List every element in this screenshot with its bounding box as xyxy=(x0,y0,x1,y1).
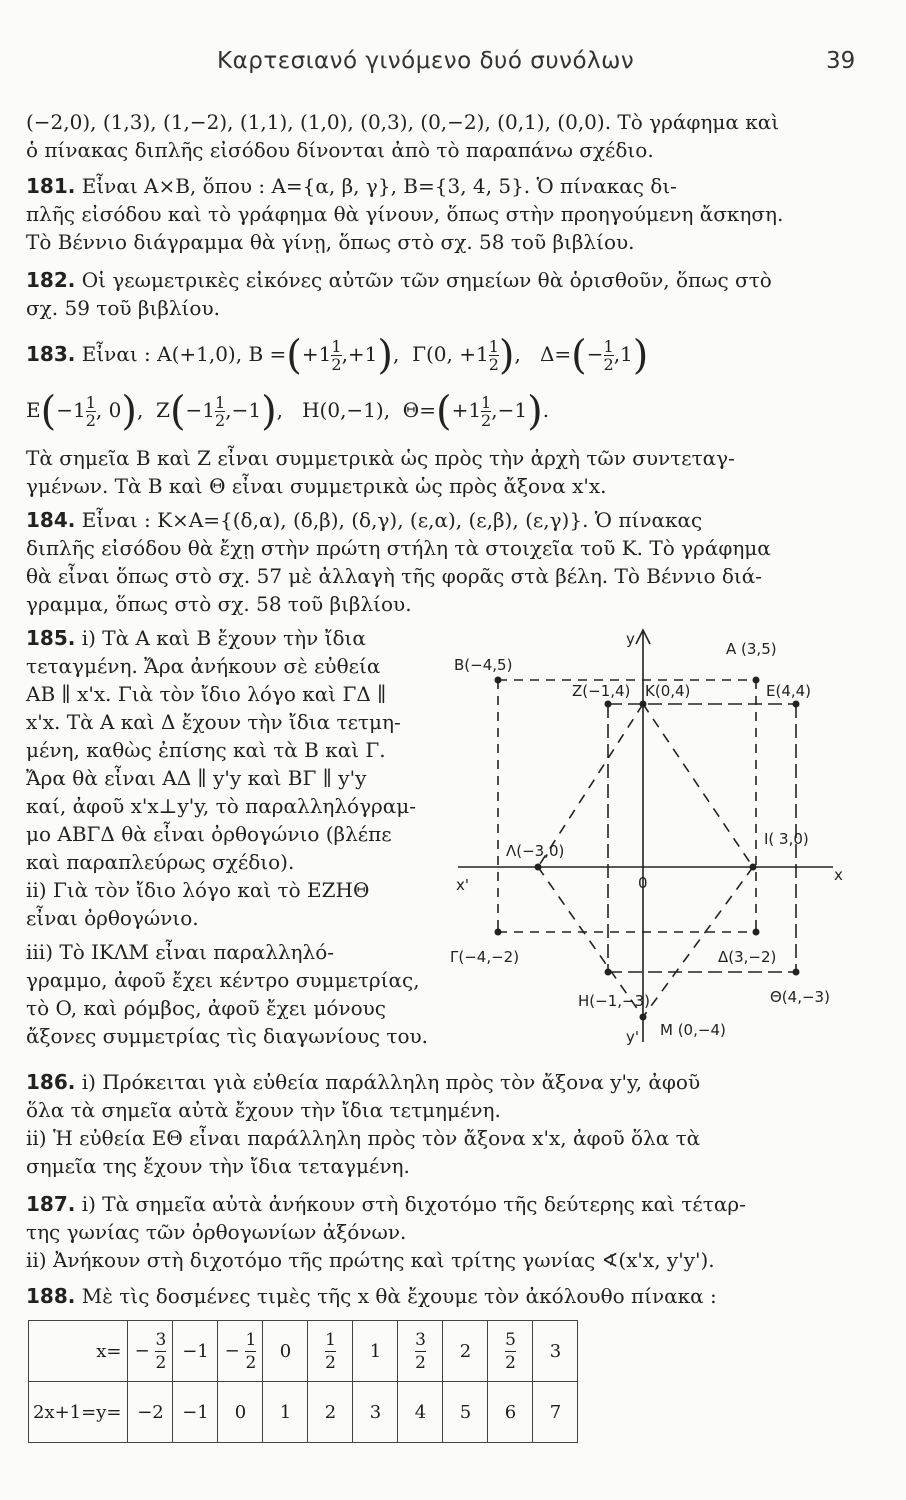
text-line: Ἄρα θὰ εἶναι AΔ ∥ y'y καὶ BΓ ∥ y'y xyxy=(26,766,367,790)
exercise-181 xyxy=(26,172,677,200)
fraction: $\frac{1}{2}$ xyxy=(215,393,226,430)
label-D: Δ(3,−2) xyxy=(718,948,777,966)
text-line: i) Τὰ A καὶ B ἔχουν τὴν ἴδια xyxy=(81,626,366,650)
point-L xyxy=(535,864,542,871)
text-line: Εἶναι A×B, ὅπου : A={α, β, γ}, B={3, 4, 5}. Ὁ πίνακας δι- xyxy=(81,174,677,198)
exercise-184 xyxy=(26,506,702,534)
exercise-number: 187. xyxy=(26,1192,76,1216)
text-line: iii) Τὸ IKΛM εἶναι παραλληλό- xyxy=(26,940,334,964)
exercise-183-line-2: E(−1 $\frac{1}{2}$ , 0), Z(−1 $\frac{1}{2}$ ,−1), H(0,−1), Θ=(+1 $\frac{1}{2}$ ,−1). xyxy=(26,388,550,435)
point-D xyxy=(753,929,760,936)
page-header xyxy=(0,44,906,80)
point-label-TH: Θ= xyxy=(402,398,436,422)
point-E xyxy=(793,701,800,708)
rectangle-ABGD xyxy=(498,680,756,932)
cell-x-7: 2 xyxy=(443,1321,488,1382)
value-table xyxy=(28,1320,578,1443)
point-B xyxy=(495,677,502,684)
cell-x-2: − $\frac{1}{2}$ xyxy=(218,1321,263,1382)
label-O: 0 xyxy=(638,874,648,892)
text-line: x'x. Τὰ A καὶ Δ ἔχουν τὴν ἴδια τετμη- xyxy=(26,710,401,734)
text-line: της γωνίας τῶν ὀρθογωνίων ἀξόνων. xyxy=(26,1220,407,1244)
coordinate-diagram xyxy=(448,622,868,1062)
cell-x-9: 3 xyxy=(533,1321,578,1382)
fraction: $\frac{1}{2}$ xyxy=(331,337,342,374)
cell-y-7: 5 xyxy=(443,1382,488,1443)
cell-y-0: −2 xyxy=(128,1382,173,1443)
text-line: ii) Ἀνήκουν στὴ διχοτόμο τῆς πρώτης καὶ τρίτης γωνίας ∢(x'x, y'y'). xyxy=(26,1248,715,1272)
text-line: ὁ πίνακας διπλῆς εἰσόδου δίνονται ἀπὸ τὸ παραπάνω σχέδιο. xyxy=(26,138,654,162)
label-M: M (0,−4) xyxy=(660,1021,726,1039)
label-x: x xyxy=(834,866,843,884)
running-title: Καρτεσιανό γινόμενο δυό συνόλων xyxy=(217,48,635,74)
label-B: B(−4,5) xyxy=(454,656,513,674)
text-line: Εἶναι : K×A={(δ,α), (δ,β), (δ,γ), (ε,α), (ε,β), (ε,γ)}. Ὁ πίνακας xyxy=(81,508,703,532)
exercise-number: 182. xyxy=(26,268,76,292)
exercise-185 xyxy=(26,624,366,652)
exercise-number: 184. xyxy=(26,508,76,532)
exercise-number: 186. xyxy=(26,1070,76,1094)
text-line: ἄξονες συμμετρίας τὶς διαγωνίους του. xyxy=(26,1024,429,1048)
point-label-E: E xyxy=(26,398,41,422)
point-label-H: H(0,−1), xyxy=(302,398,391,422)
text-line: Τὰ σημεῖα B καὶ Z εἶναι συμμετρικὰ ὡς πρὸς τὴν ἀρχὴ τῶν συντεταγ- xyxy=(26,446,735,470)
label-I: I( 3,0) xyxy=(764,830,809,848)
exercise-188 xyxy=(26,1282,717,1310)
text-line: (−2,0), (1,3), (1,−2), (1,1), (1,0), (0,3), (0,−2), (0,1), (0,0). Τὸ γράφημα καὶ xyxy=(26,110,780,134)
row-label-x: x= xyxy=(29,1321,128,1382)
label-H: H(−1,−3) xyxy=(578,992,650,1010)
cell-x-0: − $\frac{3}{2}$ xyxy=(128,1321,173,1382)
label-A: A (3,5) xyxy=(726,640,777,658)
text-line: τεταγμένη. Ἄρα ἀνήκουν σὲ εὐθεία xyxy=(26,654,381,678)
cell-y-6: 4 xyxy=(398,1382,443,1443)
text-line: διπλῆς εἰσόδου θὰ ἔχῃ στὴν πρώτη στήλη τὰ στοιχεῖα τοῦ K. Τὸ γράφημα xyxy=(26,536,771,560)
cell-y-8: 6 xyxy=(488,1382,533,1443)
table-row-y xyxy=(29,1382,578,1443)
exercise-183-line-1: 183. Εἶναι : A(+1,0), B =(+1 $\frac{1}{2}$ ,+1), Γ(0, +1 $\frac{1}{2}$ ), Δ=(− $\frac{1}{2}$ ,1) xyxy=(26,332,649,379)
table-row-x xyxy=(29,1321,578,1382)
text-line: i) Τὰ σημεῖα αὐτὰ ἀνήκουν στὴ διχοτόμο τῆς δεύτερης καὶ τέταρ- xyxy=(81,1192,746,1216)
label-TH: Θ(4,−3) xyxy=(770,988,830,1006)
text-line: ii) Ἡ εὐθεία EΘ εἶναι παράλληλη πρὸς τὸν ἄξονα x'x, ἀφοῦ ὅλα τὰ xyxy=(26,1126,701,1150)
fraction: $\frac{1}{2}$ xyxy=(85,393,96,430)
text-line: γραμμα, ὅπως στὸ σχ. 58 τοῦ βιβλίου. xyxy=(26,592,412,616)
text-line: μο ABΓΔ θὰ εἶναι ὀρθογώνιο (βλέπε xyxy=(26,822,392,846)
cell-y-3: 1 xyxy=(263,1382,308,1443)
cell-x-8: $\frac{5}{2}$ xyxy=(488,1321,533,1382)
exercise-187 xyxy=(26,1190,746,1218)
text-line: τὸ O, καὶ ρόμβος, ἀφοῦ ἔχει μόνους xyxy=(26,996,386,1020)
label-xp: x' xyxy=(456,876,470,894)
point-M xyxy=(640,1014,647,1021)
point-Z xyxy=(605,701,612,708)
text-line: σχ. 59 τοῦ βιβλίου. xyxy=(26,296,220,320)
fraction: $\frac{1}{2}$ xyxy=(481,393,492,430)
text-line: γμένων. Τὰ B καὶ Θ εἶναι συμμετρικὰ ὡς πρὸς ἄξονα x'x. xyxy=(26,474,607,498)
text-line: θὰ εἶναι ὅπως στὸ σχ. 57 μὲ ἀλλαγὴ τῆς φορᾶς στὰ βέλη. Τὸ Βέννιο διά- xyxy=(26,564,763,588)
point-label-G: Γ(0, +1 xyxy=(412,342,489,366)
point-K xyxy=(640,701,647,708)
cell-x-1: −1 xyxy=(173,1321,218,1382)
label-K: K(0,4) xyxy=(645,682,691,700)
text-line: πλῆς εἰσόδου καὶ τὸ γράφημα θὰ γίνουν, ὅπως στὴν προηγούμενη ἄσκηση. xyxy=(26,202,784,226)
exercise-182 xyxy=(26,266,772,294)
text-line: σημεῖα της ἔχουν τὴν ἴδια τεταγμένη. xyxy=(26,1154,410,1178)
exercise-186 xyxy=(26,1068,700,1096)
label-yp: y' xyxy=(626,1028,640,1046)
text-line: μένη, καθὼς ἐπίσης καὶ τὰ B καὶ Γ. xyxy=(26,738,386,762)
point-H xyxy=(605,969,612,976)
point-A xyxy=(753,677,760,684)
cell-y-4: 2 xyxy=(308,1382,353,1443)
text-line: Οἱ γεωμετρικὲς εἰκόνες αὐτῶν τῶν σημείων θὰ ὁρισθοῦν, ὅπως στὸ xyxy=(81,268,772,292)
page-number: 39 xyxy=(826,48,856,74)
cell-y-9: 7 xyxy=(533,1382,578,1443)
text-line: καὶ παραπλεύρως σχέδιο). xyxy=(26,850,295,874)
label-E: E(4,4) xyxy=(766,682,812,700)
text-line: εἶναι ὀρθογώνιο. xyxy=(26,906,199,930)
cell-x-5: 1 xyxy=(353,1321,398,1382)
text-line: i) Πρόκειται γιὰ εὐθεία παράλληλη πρὸς τὸν ἄξονα y'y, ἀφοῦ xyxy=(81,1070,701,1094)
text-line: ii) Γιὰ τὸν ἴδιο λόγο καὶ τὸ EZHΘ xyxy=(26,878,370,902)
text-segment: Εἶναι : A(+1,0), B xyxy=(81,342,264,366)
cell-y-1: −1 xyxy=(173,1382,218,1443)
exercise-number: 183. xyxy=(26,342,76,366)
fraction: $\frac{1}{2}$ xyxy=(603,337,614,374)
point-label-Z: Z xyxy=(156,398,170,422)
label-y: y xyxy=(626,630,635,648)
point-I xyxy=(750,864,757,871)
cell-y-2: 0 xyxy=(218,1382,263,1443)
text-line: γραμμο, ἀφοῦ ἔχει κέντρο συμμετρίας, xyxy=(26,968,420,992)
text-line: Μὲ τὶς δοσμένες τιμὲς τῆς x θὰ ἔχουμε τὸν ἀκόλουθο πίνακα : xyxy=(81,1284,717,1308)
point-label-D: Δ= xyxy=(539,342,572,366)
label-L: Λ(−3,0) xyxy=(506,842,565,860)
row-label-y: 2x+1=y= xyxy=(29,1382,128,1443)
text-line: AB ∥ x'x. Γιὰ τὸν ἴδιο λόγο καὶ ΓΔ ∥ xyxy=(26,682,387,706)
cell-x-3: 0 xyxy=(263,1321,308,1382)
text-line: καί, ἀφοῦ x'x⊥y'y, τὸ παραλληλόγραμ- xyxy=(26,794,417,818)
point-G xyxy=(495,929,502,936)
exercise-number: 181. xyxy=(26,174,76,198)
exercise-number: 185. xyxy=(26,626,76,650)
exercise-number: 188. xyxy=(26,1284,76,1308)
cell-y-5: 3 xyxy=(353,1382,398,1443)
text-line: Τὸ Βέννιο διάγραμμα θὰ γίνῃ, ὅπως στὸ σχ. 58 τοῦ βιβλίου. xyxy=(26,230,635,254)
label-G: Γ(−4,−2) xyxy=(450,948,520,966)
fraction: $\frac{1}{2}$ xyxy=(488,337,499,374)
rhombus-IKLM xyxy=(538,704,753,1017)
point-TH xyxy=(793,969,800,976)
label-Z: Z(−1,4) xyxy=(572,682,631,700)
cell-x-6: $\frac{3}{2}$ xyxy=(398,1321,443,1382)
cell-x-4: $\frac{1}{2}$ xyxy=(308,1321,353,1382)
text-line: ὅλα τὰ σημεῖα αὐτὰ ἔχουν τὴν ἴδια τετμημένη. xyxy=(26,1098,501,1122)
